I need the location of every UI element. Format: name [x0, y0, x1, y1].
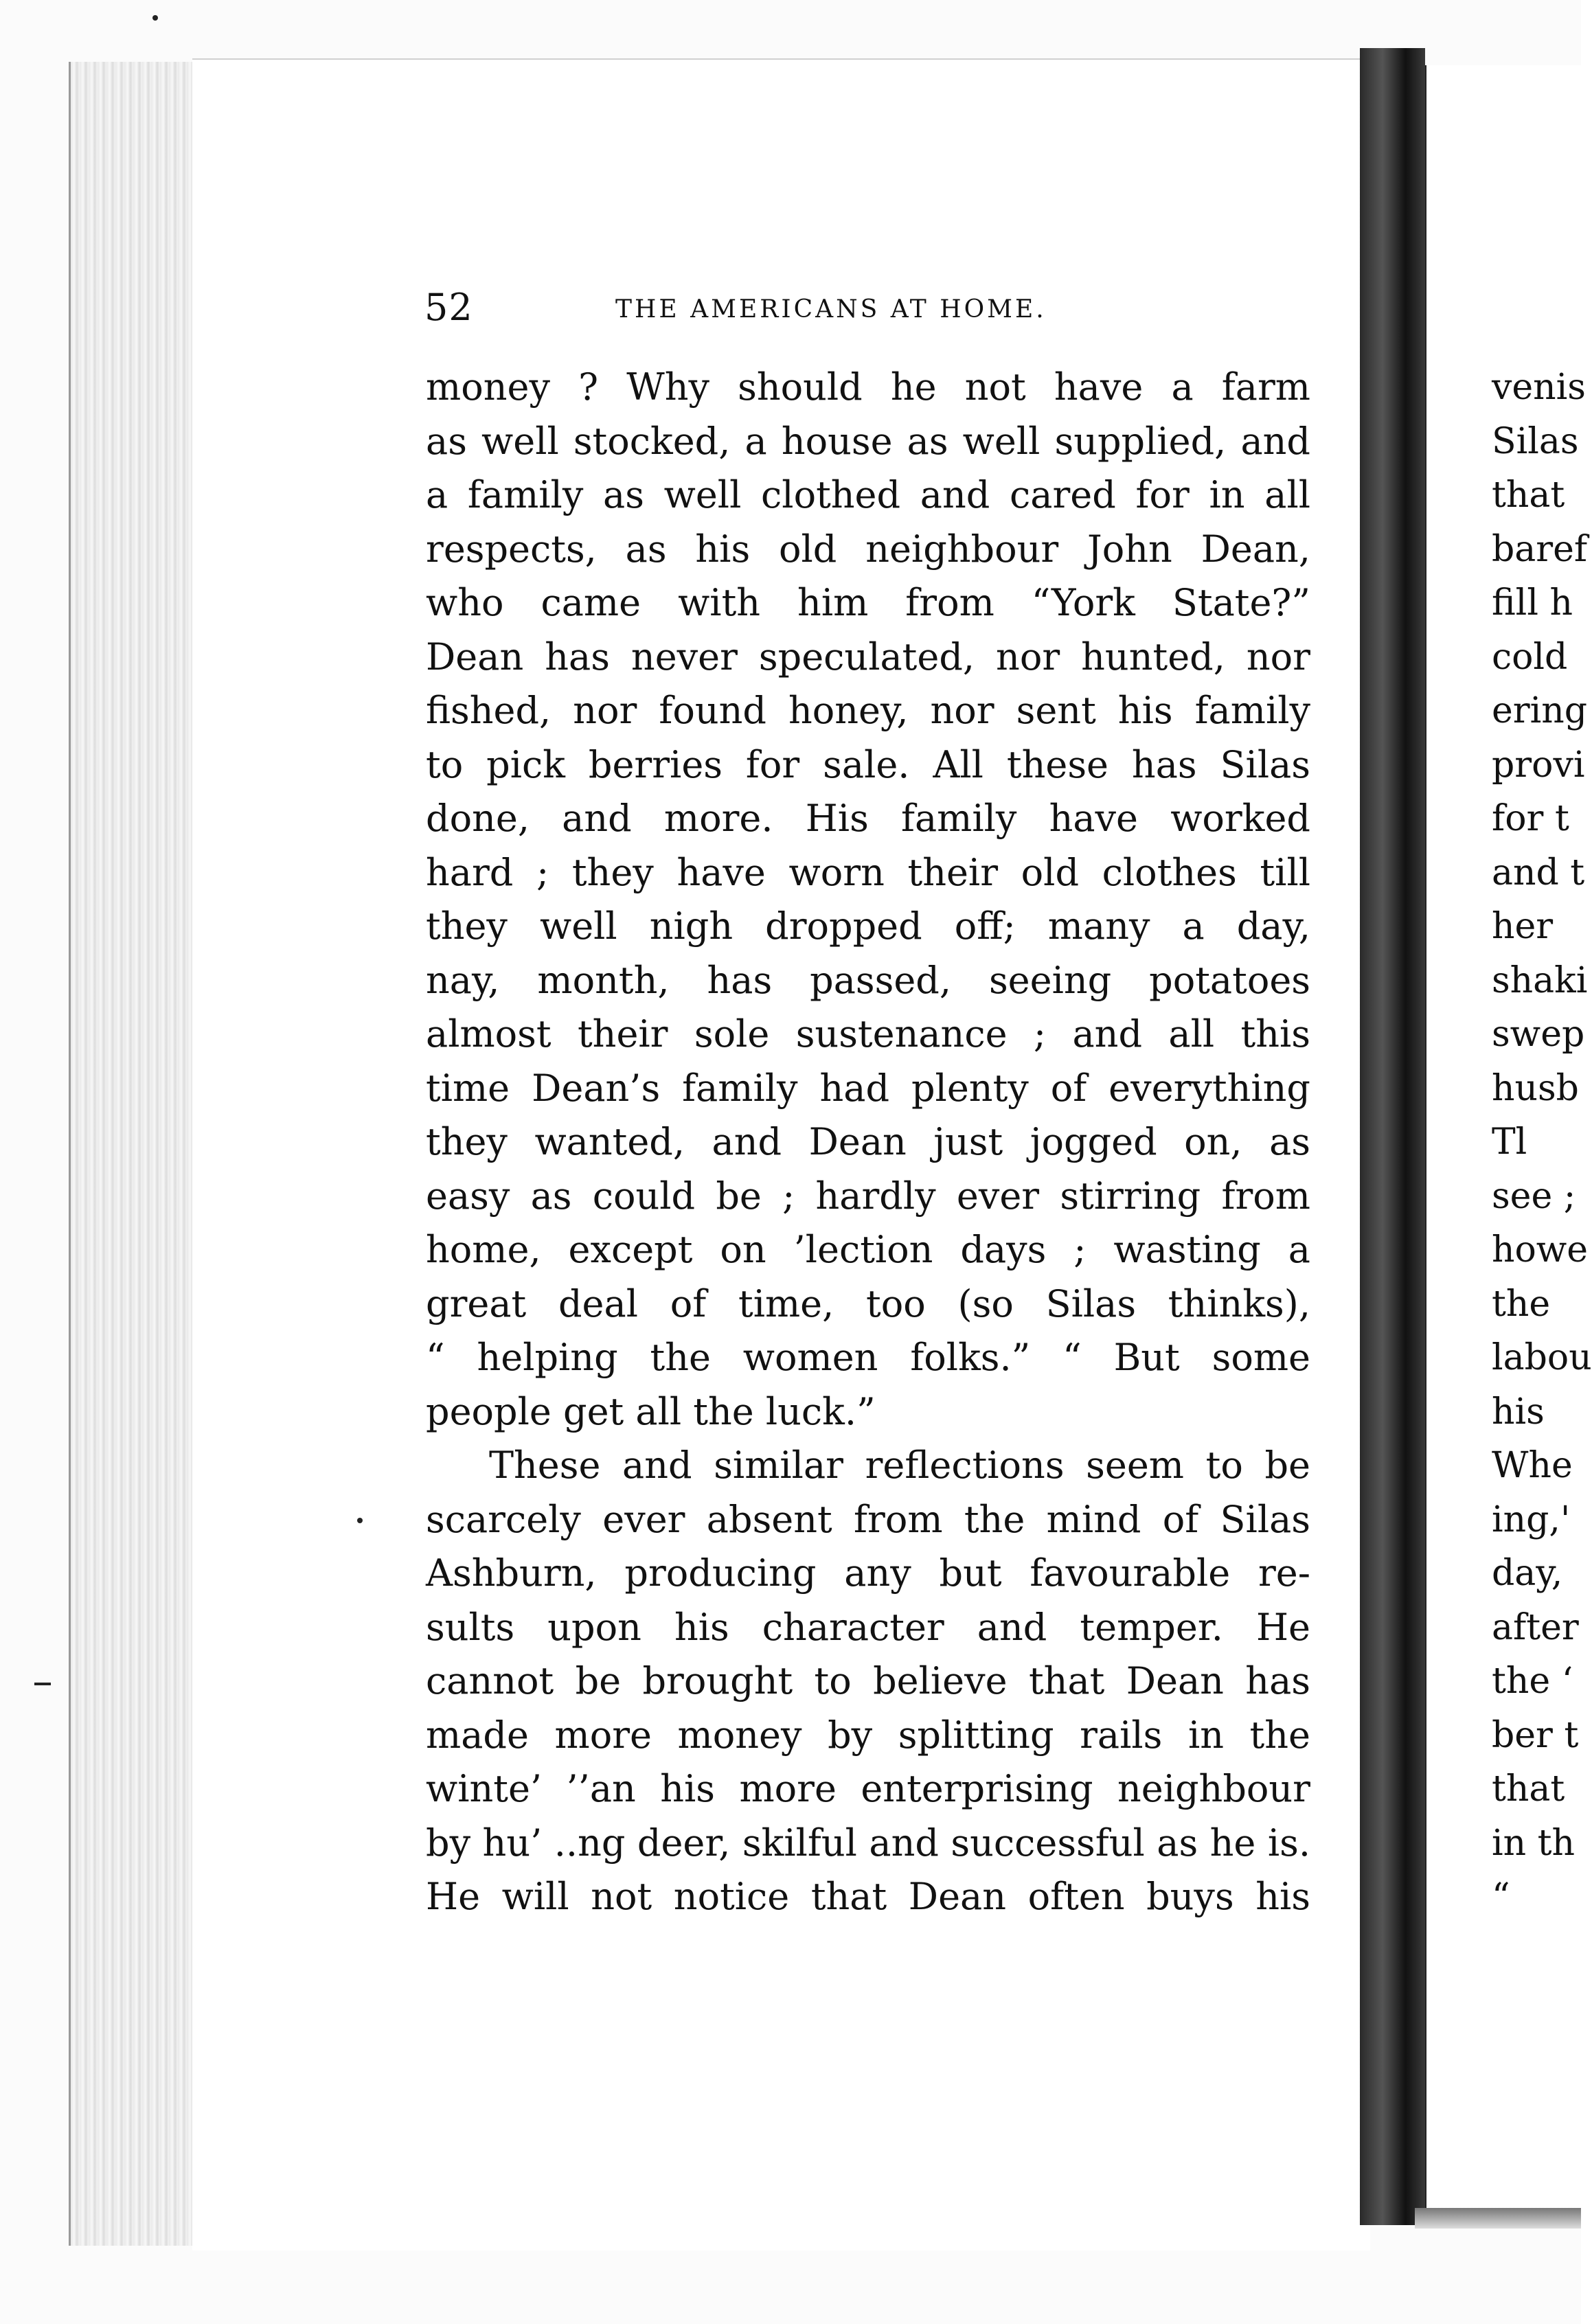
text-line: cannot be brought to believe that Dean has — [426, 1659, 1310, 1702]
text-line: home, except on ’lection days ; wasting a — [426, 1228, 1310, 1271]
right-page-fragment: ing,' — [1492, 1499, 1571, 1540]
running-head — [424, 280, 1317, 335]
right-page-fragment: day, — [1492, 1553, 1563, 1594]
right-page-fragment: labou — [1492, 1337, 1592, 1378]
paragraph-start-line: These and similar reflections seem to be — [489, 1444, 1310, 1487]
page-shadow — [1415, 2208, 1581, 2229]
right-page-fragment: after — [1492, 1606, 1579, 1648]
page-edges — [69, 62, 201, 2246]
right-page-fragment: baref — [1492, 528, 1588, 570]
right-page-fragment: howe — [1492, 1229, 1589, 1271]
right-page-text — [1492, 361, 1592, 1924]
text-line: by hu’ ..ng deer, skilful and successful as he is. — [426, 1821, 1310, 1865]
right-page-fragment: fill h — [1492, 582, 1573, 624]
book-gutter — [1360, 48, 1425, 2225]
page-number: 52 — [424, 286, 473, 329]
text-line: money ? Why should he not have a farm — [426, 365, 1310, 409]
right-page-fragment: “ — [1492, 1876, 1510, 1917]
right-page-fragment: in th — [1492, 1822, 1576, 1864]
right-page-fragment: ber t — [1492, 1714, 1579, 1756]
right-page-fragment: Silas — [1492, 420, 1579, 462]
right-page-fragment: see ; — [1492, 1175, 1576, 1217]
right-page-fragment: his — [1492, 1391, 1545, 1433]
text-line: made more money by splitting rails in the — [426, 1713, 1310, 1757]
text-line: as well stocked, a house as well supplied, and — [426, 419, 1310, 463]
text-line: sults upon his character and temper. He — [426, 1605, 1310, 1649]
text-line: nay, month, has passed, seeing potatoes — [426, 958, 1310, 1002]
right-page-fragment: that — [1492, 1768, 1565, 1810]
right-page-fragment: venis — [1492, 367, 1586, 408]
text-line: winte’ ’’an his more enterprising neighbour — [426, 1767, 1310, 1810]
text-line: hard ; they have worn their old clothes till — [426, 850, 1310, 894]
text-line: respects, as his old neighbour John Dean, — [426, 527, 1310, 571]
text-line: they wanted, and Dean just jogged on, as — [426, 1120, 1310, 1163]
right-page-fragment: Tl — [1492, 1121, 1527, 1163]
right-page-fragment: swep — [1492, 1014, 1585, 1055]
right-page-fragment: the ‘ — [1492, 1661, 1573, 1702]
text-line: great deal of time, too (so Silas thinks), — [426, 1281, 1310, 1325]
text-line: He will not notice that Dean often buys his — [426, 1875, 1310, 1918]
right-page-fragment: Whe — [1492, 1445, 1573, 1486]
right-page-fragment: her — [1492, 906, 1554, 947]
text-line: “ helping the women folks.” “ But some — [426, 1336, 1310, 1379]
running-head-title: THE AMERICANS AT HOME. — [615, 295, 1047, 323]
right-page-fragment: ering — [1492, 690, 1588, 731]
text-line: to pick berries for sale. All these has Silas — [426, 742, 1310, 786]
text-line: Dean has never speculated, nor hunted, nor — [426, 635, 1310, 679]
right-page-fragment: and t — [1492, 852, 1585, 893]
text-line: scarcely ever absent from the mind of Silas — [426, 1497, 1310, 1541]
text-line: Ashburn, producing any but favourable re- — [426, 1551, 1310, 1595]
scan-speck — [152, 15, 158, 21]
text-line: who came with him from “York State?” — [426, 581, 1310, 624]
right-page-fragment: husb — [1492, 1067, 1579, 1109]
paragraph-end-line: people get all the luck.” — [426, 1389, 876, 1433]
text-line: almost their sole sustenance ; and all this — [426, 1012, 1310, 1056]
text-line: fished, nor found honey, nor sent his family — [426, 689, 1310, 732]
right-page-fragment: cold — [1492, 636, 1568, 678]
right-page-fragment: shaki — [1492, 959, 1588, 1001]
text-line: easy as could be ; hardly ever stirring from — [426, 1174, 1310, 1218]
text-line: they well nigh dropped off; many a day, — [426, 904, 1310, 948]
scan-speck — [357, 1518, 363, 1523]
right-page-fragment: provi — [1492, 744, 1585, 786]
right-page-fragment: that — [1492, 475, 1565, 516]
scan-speck — [34, 1683, 51, 1685]
text-line: a family as well clothed and cared for in all — [426, 473, 1310, 516]
text-line: time Dean’s family had plenty of everything — [426, 1066, 1310, 1110]
right-page-fragment: the — [1492, 1283, 1551, 1325]
text-line: done, and more. His family have worked — [426, 797, 1310, 840]
right-page-fragment: for t — [1492, 798, 1569, 839]
body-text — [426, 361, 1310, 1924]
